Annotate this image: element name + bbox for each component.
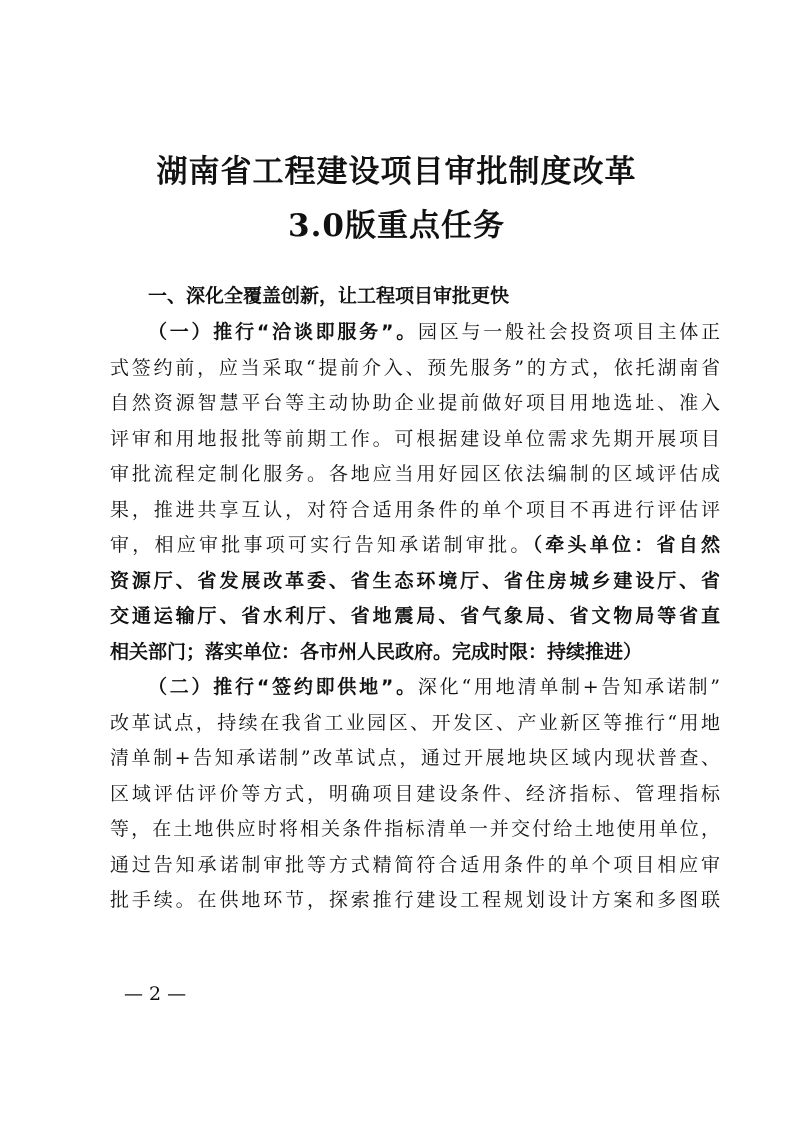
item-1-line-5: 审批流程定制化服务。各地应当用好园区依法编制的区域评估成 (110, 463, 720, 485)
document-title-line-1: 湖南省工程建设项目审批制度改革 (156, 154, 637, 190)
paragraph-line (110, 315, 720, 351)
item-2-line-2: 改革试点，持续在我省工业园区、开发区、产业新区等推行“用地 (110, 711, 720, 734)
item-1-responsibility-4: 相关部门；落实单位：各市州人民政府。完成时限：持续推进） (110, 640, 643, 663)
item-2-line-4: 区域评估评价等方式，明确项目建设条件、经济指标、管理指标 (110, 782, 720, 805)
item-1-label: （一）推行“洽谈即服务”。 (148, 321, 418, 343)
item-2-line-7: 批手续。在供地环节，探索推行建设工程规划设计方案和多图联 (110, 889, 720, 911)
item-1-line-2: 式签约前，应当采取“提前介入、预先服务”的方式，依托湖南省 (110, 356, 720, 379)
paragraph-line (110, 528, 720, 564)
item-1-line-7: 审，相应审批事项可实行告知承诺制审批。 (110, 534, 533, 556)
item-1-responsibility-1: （牵头单位：省自然 (532, 534, 720, 556)
item-1-line-3: 自然资源智慧平台等主动协助企业提前做好项目用地选址、准入 (110, 392, 720, 414)
item-1-line-1: 园区与一般社会投资项目主体正 (417, 321, 720, 343)
paragraph-line (110, 670, 720, 706)
item-1-line-4: 评审和用地报批等前期工作。可根据建设单位需求先期开展项目 (110, 427, 720, 450)
item-1-responsibility-3: 交通运输厅、省水利厅、省地震局、省气象局、省文物局等省直 (110, 605, 720, 627)
item-1-line-6: 果，推进共享互认，对符合适用条件的单个项目不再进行评估评 (110, 498, 720, 521)
item-2-line-3: 清单制+告知承诺制”改革试点，通过开展地块区域内现状普查、 (110, 747, 720, 769)
document-title-line-2: 3.0版重点任务 (288, 208, 505, 244)
item-2-line-6: 通过告知承诺制审批等方式精简符合适用条件的单个项目相应审 (110, 853, 720, 876)
section-heading: 一、深化全覆盖创新，让工程项目审批更快 (148, 285, 510, 307)
item-2-line-5: 等，在土地供应时将相关条件指标清单一并交付给土地使用单位， (110, 818, 720, 840)
item-1-responsibility-2: 资源厅、省发展改革委、省生态环境厅、省住房城乡建设厅、省 (110, 569, 720, 592)
item-2-line-1: 深化“用地清单制+告知承诺制” (417, 676, 720, 698)
item-2-label: （二）推行“签约即供地”。 (148, 676, 418, 698)
body-text (110, 315, 720, 919)
page-number: — 2 — (124, 983, 187, 1005)
